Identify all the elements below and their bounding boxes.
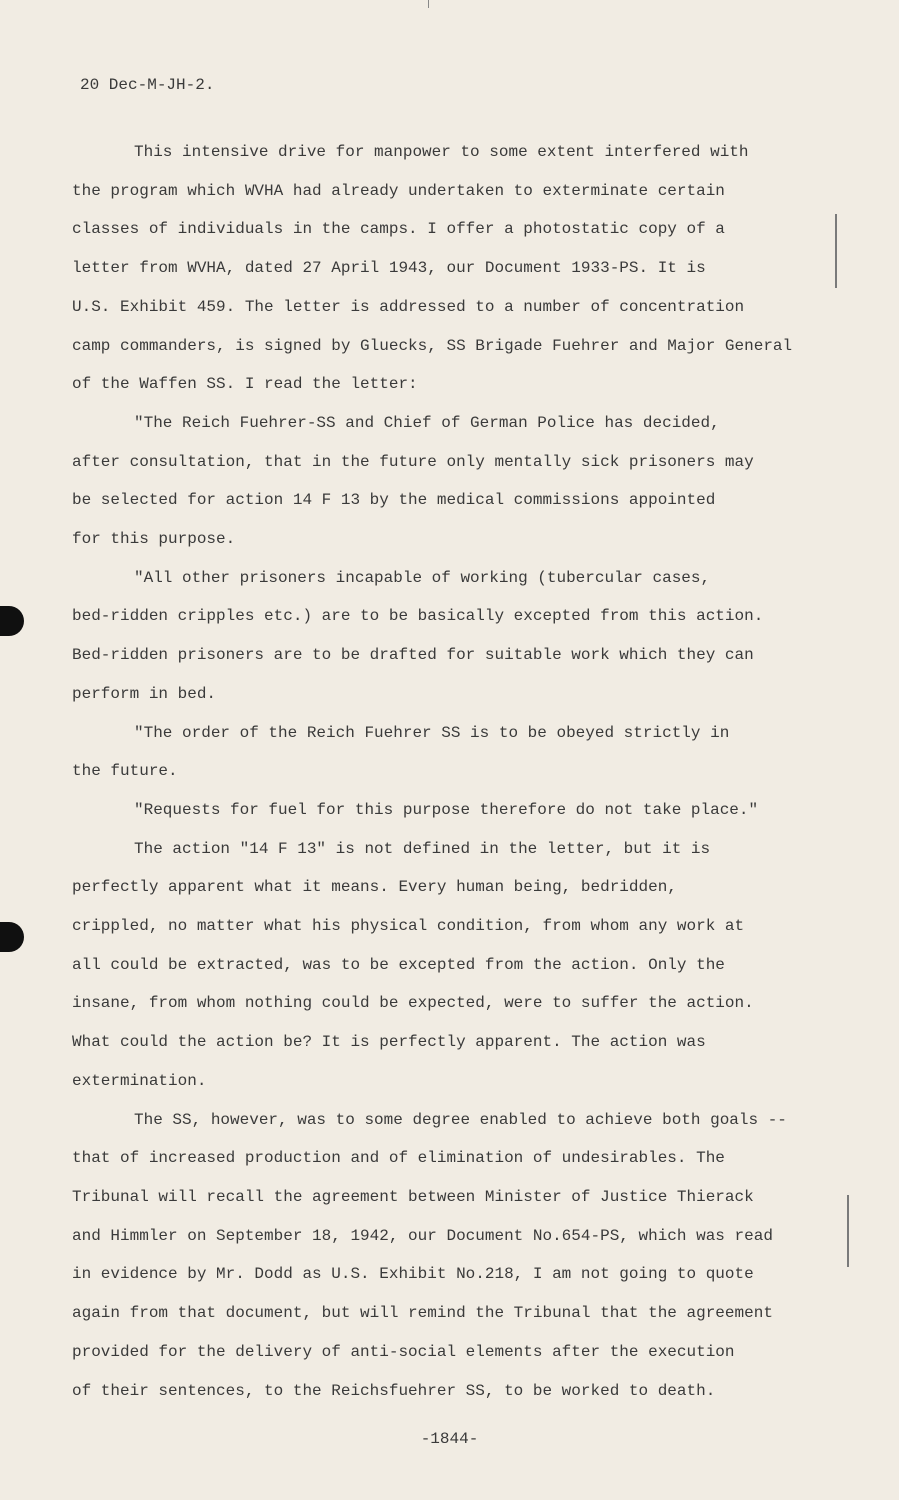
- text-line: the program which WVHA had already undertaken to exterminate certain: [72, 181, 725, 200]
- margin-mark-upper: [835, 214, 837, 288]
- text-line: "Requests for fuel for this purpose therefore do not take place.": [134, 800, 759, 819]
- text-line: and Himmler on September 18, 1942, our Document No.654-PS, which was read: [72, 1226, 773, 1245]
- text-line: of their sentences, to the Reichsfuehrer SS, to be worked to death.: [72, 1381, 716, 1400]
- text-line: Tribunal will recall the agreement between Minister of Justice Thierack: [72, 1187, 754, 1206]
- binder-hole-upper: [0, 606, 24, 636]
- text-line: after consultation, that in the future only mentally sick prisoners may: [72, 452, 754, 471]
- text-line: all could be extracted, was to be excepted from the action. Only the: [72, 955, 725, 974]
- text-line: that of increased production and of elimination of undesirables. The: [72, 1149, 725, 1168]
- text-line: bed-ridden cripples etc.) are to be basically excepted from this action.: [72, 607, 764, 626]
- text-line: insane, from whom nothing could be expected, were to suffer the action.: [72, 994, 754, 1013]
- text-line: "The Reich Fuehrer-SS and Chief of German Police has decided,: [134, 413, 720, 432]
- text-line: extermination.: [72, 1071, 207, 1090]
- page-number: -1844-: [420, 1430, 479, 1448]
- text-line: again from that document, but will remind the Tribunal that the agreement: [72, 1304, 773, 1323]
- text-line: What could the action be? It is perfectly apparent. The action was: [72, 1033, 706, 1052]
- text-line: "The order of the Reich Fuehrer SS is to be obeyed strictly in: [134, 723, 730, 742]
- text-line: The SS, however, was to some degree enabled to achieve both goals --: [134, 1110, 787, 1129]
- text-line: "All other prisoners incapable of working (tubercular cases,: [134, 568, 711, 587]
- text-line: The action "14 F 13" is not defined in the letter, but it is: [134, 839, 711, 858]
- text-line: This intensive drive for manpower to some extent interfered with: [134, 143, 749, 161]
- text-line: perfectly apparent what it means. Every human being, bedridden,: [72, 878, 677, 897]
- text-line: in evidence by Mr. Dodd as U.S. Exhibit No.218, I am not going to quote: [72, 1265, 754, 1284]
- text-line: Bed-ridden prisoners are to be drafted for suitable work which they can: [72, 646, 754, 665]
- text-line: of the Waffen SS. I read the letter:: [72, 375, 418, 394]
- document-body: [72, 133, 832, 1410]
- text-line: perform in bed.: [72, 684, 217, 703]
- text-line: letter from WVHA, dated 27 April 1943, our Document 1933-PS. It is: [72, 259, 706, 278]
- top-edge-mark: [428, 0, 429, 8]
- text-line: crippled, no matter what his physical condition, from whom any work at: [72, 917, 745, 936]
- text-line: provided for the delivery of anti-social elements after the execution: [72, 1342, 735, 1361]
- text-line: be selected for action 14 F 13 by the medical commissions appointed: [72, 491, 716, 510]
- binder-hole-lower: [0, 922, 24, 952]
- text-line: for this purpose.: [72, 530, 236, 549]
- text-line: U.S. Exhibit 459. The letter is addressed to a number of concentration: [72, 297, 745, 316]
- text-line: the future.: [72, 762, 178, 781]
- margin-mark-lower: [847, 1195, 849, 1267]
- text-line: camp commanders, is signed by Gluecks, SS Brigade Fuehrer and Major General: [72, 336, 793, 355]
- text-line: classes of individuals in the camps. I offer a photostatic copy of a: [72, 220, 725, 239]
- page-identifier: 20 Dec-M-JH-2.: [80, 76, 215, 94]
